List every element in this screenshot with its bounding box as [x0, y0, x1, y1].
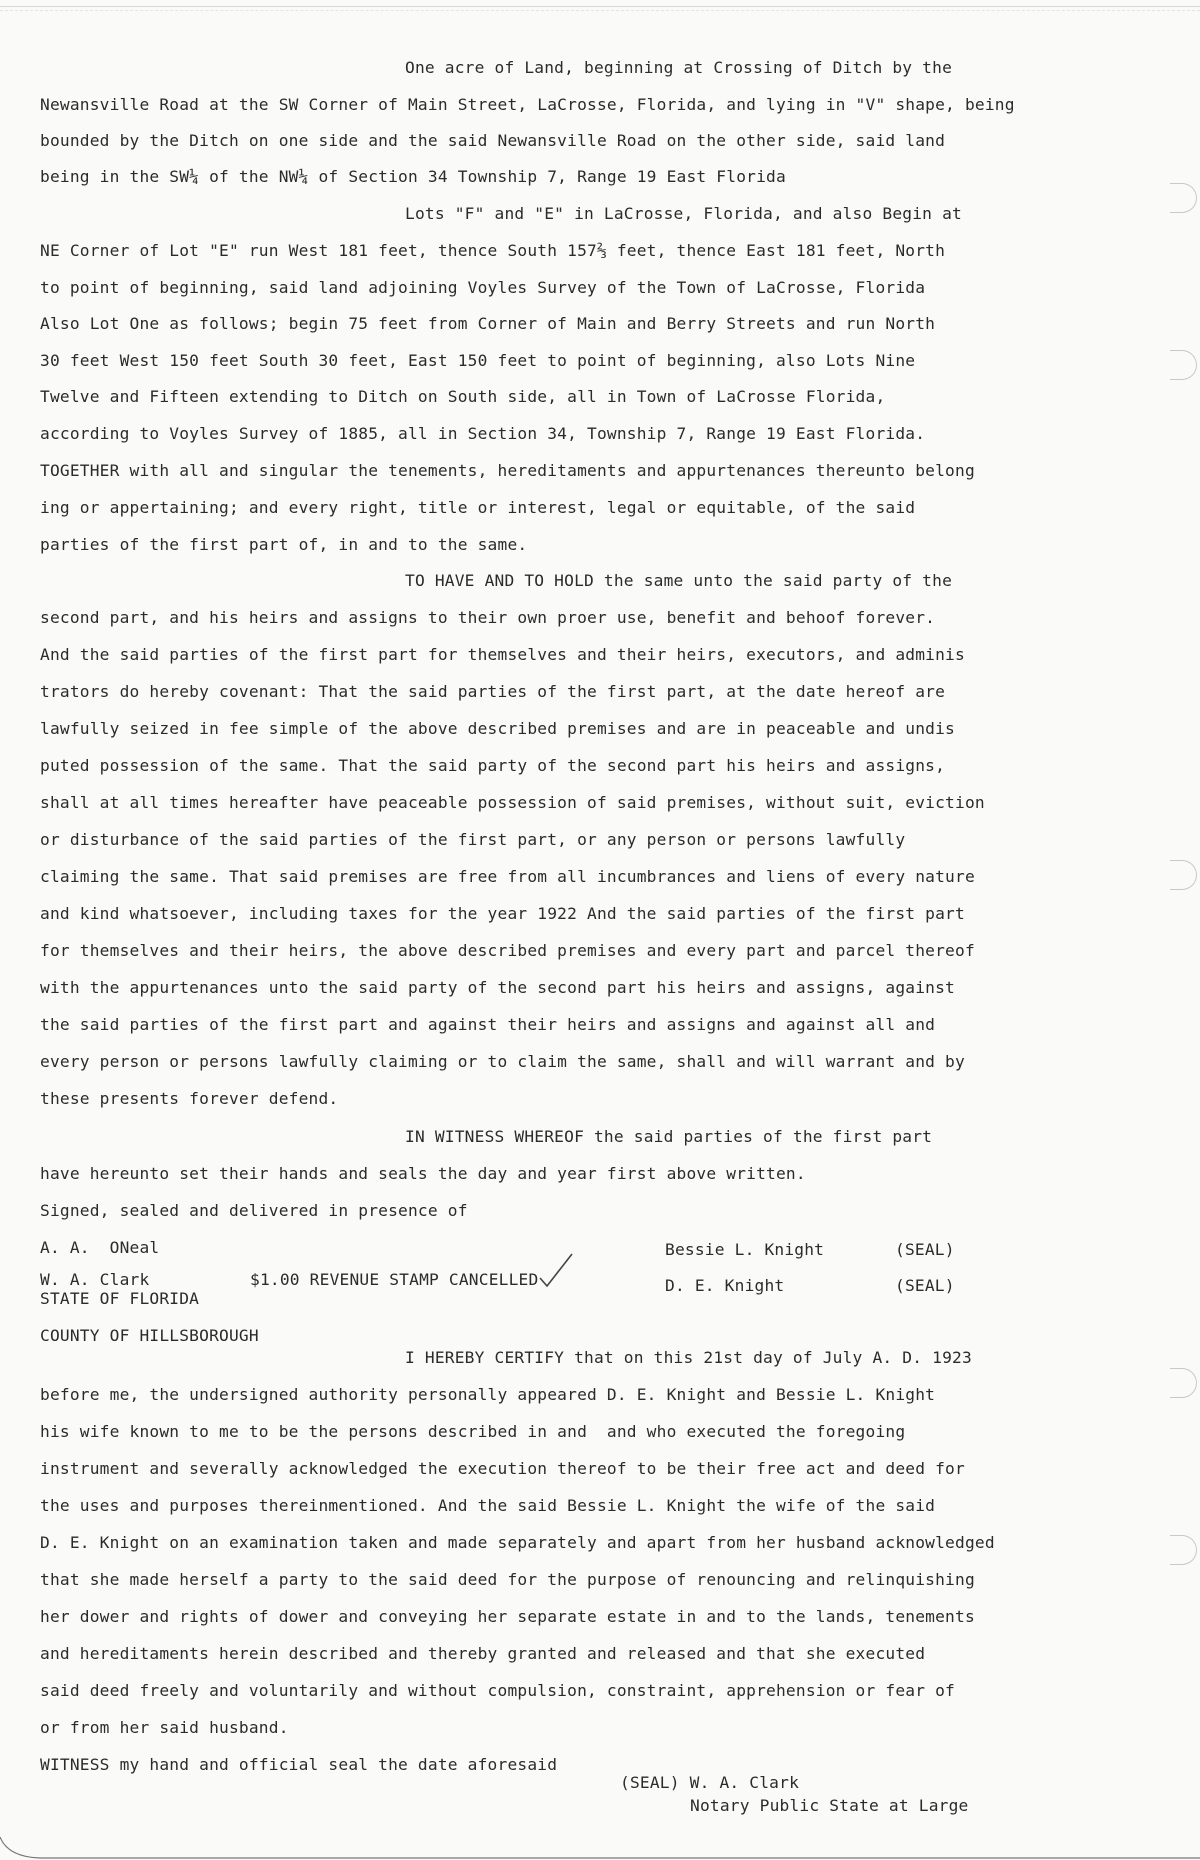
- binder-hole: [1170, 860, 1197, 890]
- text-line: the said parties of the first part and against their heirs and assigns and against all and: [40, 1015, 936, 1034]
- binder-hole: [1170, 350, 1197, 380]
- text-line: with the appurtenances unto the said party of the second part his heirs and assigns, against: [40, 978, 956, 997]
- text-line: and hereditaments herein described and thereby granted and released and that she executed: [40, 1644, 926, 1663]
- text-line: to point of beginning, said land adjoining Voyles Survey of the Town of LaCrosse, Florida: [40, 278, 926, 297]
- text-line: being in the SW¼ of the NW¼ of Section 34 Township 7, Range 19 East Florida: [40, 167, 786, 186]
- text-line: NE Corner of Lot "E" run West 181 feet, thence South 157⅔ feet, thence East 181 feet, North: [40, 241, 946, 260]
- text-line: shall at all times hereafter have peaceable possession of said premises, without suit, eviction: [40, 793, 985, 812]
- text-line: have hereunto set their hands and seals the day and year first above written.: [40, 1164, 806, 1183]
- text-line: bounded by the Ditch on one side and the said Newansville Road on the other side, said land: [40, 131, 946, 150]
- text-line: and kind whatsoever, including taxes for the year 1922 And the said parties of the first part: [40, 904, 965, 923]
- text-line: claiming the same. That said premises are free from all incumbrances and liens of every nature: [40, 867, 975, 886]
- text-line: parties of the first part of, in and to the same.: [40, 535, 528, 554]
- grantor-seal: (SEAL): [895, 1240, 955, 1259]
- page-edge-curve: [0, 1835, 1200, 1860]
- text-line: instrument and severally acknowledged the execution thereof to be their free act and deed for: [40, 1459, 965, 1478]
- text-line: for themselves and their heirs, the above described premises and every part and parcel thereof: [40, 941, 975, 960]
- text-line: ing or appertaining; and every right, title or interest, legal or equitable, of the said: [40, 498, 916, 517]
- text-line: Newansville Road at the SW Corner of Main Street, LaCrosse, Florida, and lying in "V" shape, being: [40, 95, 1015, 114]
- text-line: said deed freely and voluntarily and without compulsion, constraint, apprehension or fear of: [40, 1681, 956, 1700]
- revenue-stamp-note: $1.00 REVENUE STAMP CANCELLED: [250, 1270, 539, 1289]
- text-line: Also Lot One as follows; begin 75 feet from Corner of Main and Berry Streets and run North: [40, 314, 936, 333]
- text-line: his wife known to me to be the persons described in and and who executed the foregoing: [40, 1422, 906, 1441]
- text-line: TO HAVE AND TO HOLD the same unto the said party of the: [405, 571, 953, 590]
- witness-name: W. A. Clark: [40, 1270, 150, 1289]
- grantor-signature: D. E. Knight: [665, 1276, 785, 1295]
- text-line: And the said parties of the first part for themselves and their heirs, executors, and adminis: [40, 645, 965, 664]
- witness-name: A. A. ONeal: [40, 1238, 160, 1257]
- text-line: WITNESS my hand and official seal the date aforesaid: [40, 1755, 558, 1774]
- binder-hole: [1170, 1535, 1197, 1565]
- text-line: before me, the undersigned authority personally appeared D. E. Knight and Bessie L. Knight: [40, 1385, 936, 1404]
- checkmark-icon: [538, 1252, 574, 1288]
- notary-signature: (SEAL) W. A. Clark: [620, 1773, 800, 1792]
- text-line: the uses and purposes thereinmentioned. And the said Bessie L. Knight the wife of the said: [40, 1496, 936, 1515]
- text-line: I HEREBY CERTIFY that on this 21st day of July A. D. 1923: [405, 1348, 972, 1367]
- text-line: D. E. Knight on an examination taken and made separately and apart from her husband acknowledged: [40, 1533, 995, 1552]
- text-line: IN WITNESS WHEREOF the said parties of the first part: [405, 1127, 933, 1146]
- top-rule-dashed: [0, 10, 1200, 11]
- notary-title: Notary Public State at Large: [690, 1796, 969, 1815]
- text-line: or disturbance of the said parties of the first part, or any person or persons lawfully: [40, 830, 906, 849]
- grantor-seal: (SEAL): [895, 1276, 955, 1295]
- grantor-signature: Bessie L. Knight: [665, 1240, 825, 1259]
- text-line: Lots "F" and "E" in LaCrosse, Florida, and also Begin at: [405, 204, 962, 223]
- text-line: her dower and rights of dower and conveying her separate estate in and to the lands, tenements: [40, 1607, 975, 1626]
- text-line: these presents forever defend.: [40, 1089, 339, 1108]
- text-line: Signed, sealed and delivered in presence of: [40, 1201, 468, 1220]
- binder-hole: [1170, 183, 1197, 213]
- state-heading: STATE OF FLORIDA: [40, 1289, 200, 1308]
- text-line: according to Voyles Survey of 1885, all in Section 34, Township 7, Range 19 East Florida.: [40, 424, 926, 443]
- text-line: One acre of Land, beginning at Crossing of Ditch by the: [405, 58, 953, 77]
- text-line: lawfully seized in fee simple of the above described premises and are in peaceable and undis: [40, 719, 956, 738]
- text-line: TOGETHER with all and singular the tenements, hereditaments and appurtenances thereunto belong: [40, 461, 975, 480]
- text-line: puted possession of the same. That the said party of the second part his heirs and assigns,: [40, 756, 946, 775]
- county-heading: COUNTY OF HILLSBOROUGH: [40, 1326, 259, 1345]
- top-rule: [0, 6, 1200, 7]
- text-line: every person or persons lawfully claiming or to claim the same, shall and will warrant and by: [40, 1052, 965, 1071]
- text-line: second part, and his heirs and assigns to their own proer use, benefit and behoof forever.: [40, 608, 936, 627]
- text-line: 30 feet West 150 feet South 30 feet, East 150 feet to point of beginning, also Lots Nine: [40, 351, 916, 370]
- text-line: or from her said husband.: [40, 1718, 289, 1737]
- text-line: trators do hereby covenant: That the said parties of the first part, at the date hereof are: [40, 682, 946, 701]
- text-line: that she made herself a party to the said deed for the purpose of renouncing and relinquishing: [40, 1570, 975, 1589]
- binder-hole: [1170, 1368, 1197, 1398]
- text-line: Twelve and Fifteen extending to Ditch on South side, all in Town of LaCrosse Florida,: [40, 387, 886, 406]
